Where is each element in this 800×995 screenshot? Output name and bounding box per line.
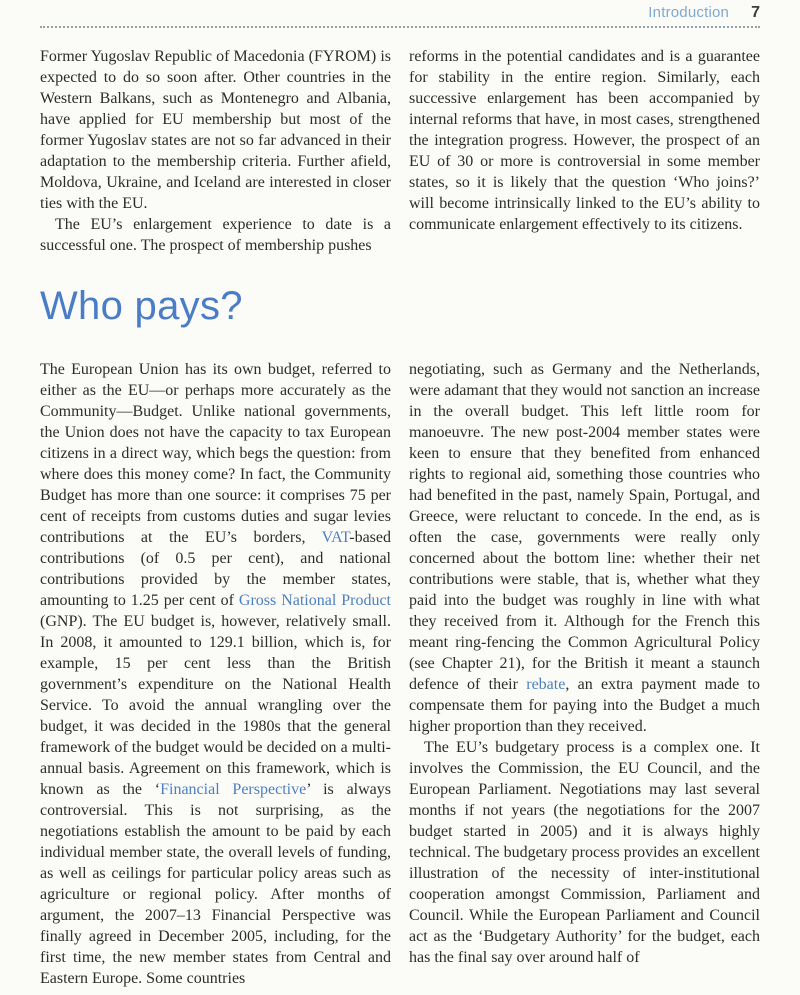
right-column [409,46,760,256]
text-run: , an extra payment made to compensate them for paying into the Budget a much higher proportion than they received. [409,676,760,735]
left-column [40,46,391,256]
glossary-link-vat[interactable]: VAT [321,529,350,546]
paragraph: The EU’s enlargement experience to date is a successful one. The prospect of membership pushes [40,216,391,254]
continued-text-section [40,46,760,256]
glossary-link-rebate[interactable]: rebate [526,676,566,693]
page-number: 7 [751,4,760,21]
text-run: ’ is always controversial. This is not surprising, as the negotiations establish the amount to be paid by each individual member state, the overall levels of funding, as well as ceilings for particular policy areas such as agriculture or regional policy. After months of argument, the 2007–13 Financial Perspective was finally agreed in December 2005, including, for the first time, the new member states from Central and Eastern Europe. Some countries [40,781,391,987]
glossary-link-financial-perspective[interactable]: Financial Perspective [160,781,307,798]
paragraph [409,359,760,737]
running-header: Introduction [648,4,730,21]
who-pays-section [40,359,760,989]
section-heading: Who pays? [40,284,243,328]
paragraph: The EU’s budgetary process is a complex one. It involves the Commission, the EU Council, and the European Parliament. Negotiations may last several months if not years (the negotiations for the 2007 budget started in 2005) and it is always highly technical. The budgetary process provides an excellent illustration of the necessity of inter-institutional cooperation amongst Commission, Parliament and Council. While the European Parliament and Council act as the ‘Budgetary Authority’ for the budget, each has the final say over around half of [409,739,760,966]
text-run: negotiating, such as Germany and the Netherlands, were adamant that they would not sanction an increase in the overall budget. This left little room for manoeuvre. The new post-2004 member states were keen to ensure that they benefited from enhanced rights to regional aid, something those countries who had benefited in the past, namely Spain, Portugal, and Greece, were reluctant to concede. In the end, as is often the case, governments were really only concerned about the bottom line: whether their net contributions were stable, that is, whether what they paid into the budget was roughly in line with what they received from it. Although for the French this meant ring-fencing the Common Agricultural Policy (see Chapter 21), for the British it meant a staunch defence of their [409,361,760,693]
glossary-link-gross-national-product[interactable]: Gross National Product [238,592,391,609]
text-run: The European Union has its own budget, referred to either as the EU—or perhaps more accurately as the Community—Budget. Unlike national governments, the Union does not have the capacity to tax European citizens in a direct way, which begs the question: from where does this money come? In fact, the Community Budget has more than one source: it comprises 75 per cent of receipts from customs duties and sugar levies contributions at the EU’s borders, [40,361,391,546]
paragraph [40,359,391,989]
text-run: -based contributions (of 0.5 per cent), and national contributions provided by the member states, amounting to 1.25 per cent of [40,529,391,609]
page-header [648,4,760,22]
right-column [409,359,760,989]
paragraph: reforms in the potential candidates and is a guarantee for stability in the entire region. Similarly, each successive enlargement has been accompanied by internal reforms that have, in most cases, strengthened the integration progress. However, the prospect of an EU of 30 or more is controversial in some member states, so it is likely that the question ‘Who joins?’ will become intrinsically linked to the EU’s ability to communicate enlargement effectively to its citizens. [409,48,760,233]
paragraph: Former Yugoslav Republic of Macedonia (FYROM) is expected to do so soon after. Other countries in the Western Balkans, such as Montenegro and Albania, have applied for EU membership but most of the former Yugoslav states are not so far advanced in their adaptation to the membership criteria. Further afield, Moldova, Ukraine, and Iceland are interested in closer ties with the EU. [40,48,391,212]
left-column [40,359,391,989]
text-run: (GNP). The EU budget is, however, relatively small. In 2008, it amounted to 129.1 billion, which is, for example, 15 per cent less than the British government’s expenditure on the National Health Service. To avoid the annual wrangling over the budget, it was decided in the 1980s that the general framework of the budget would be decided on a multi-annual basis. Agreement on this framework, which is known as the ‘ [40,613,391,798]
dotted-divider [40,26,760,28]
